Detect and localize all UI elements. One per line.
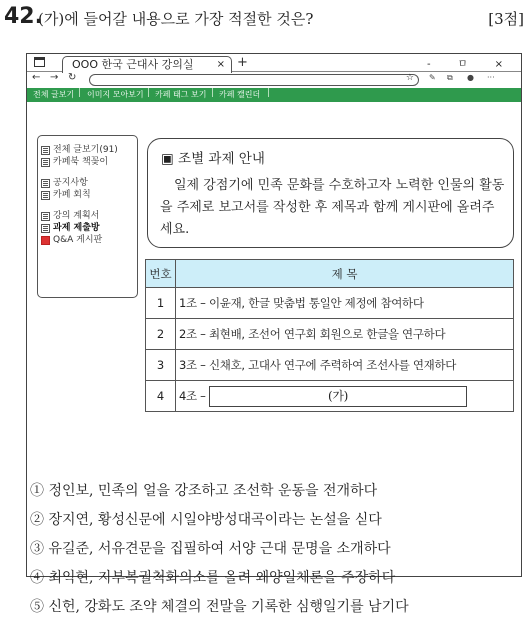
- profile-icon[interactable]: ●: [467, 73, 474, 82]
- row-title[interactable]: 3조 – 신채호, 고대사 연구에 주력하여 조선사를 연재하다: [176, 350, 514, 381]
- qa-icon: [41, 236, 50, 245]
- back-icon[interactable]: ←: [32, 72, 41, 83]
- tab-close-icon[interactable]: ×: [216, 59, 225, 70]
- window-icon: [34, 57, 45, 67]
- sidebar-item-all-posts[interactable]: [38, 144, 137, 156]
- row-number: 1: [146, 288, 176, 319]
- question-text: (가)에 들어갈 내용으로 가장 적절한 것은?: [38, 10, 314, 28]
- row-title[interactable]: 2조 – 최현배, 조선어 연구회 회원으로 한글을 연구하다: [176, 319, 514, 350]
- list-icon: [41, 191, 50, 200]
- cafe-sidebar: [37, 135, 138, 298]
- forward-icon[interactable]: →: [50, 72, 59, 83]
- row-title[interactable]: 1조 – 이윤재, 한글 맞춤법 통일안 제정에 참여하다: [176, 288, 514, 319]
- notice-body: 일제 강점기에 민족 문화를 수호하고자 노력한 인물의 활동을 주제로 보고서를 작성한 후 제목과 함께 게시판에 올려주세요.: [160, 178, 505, 237]
- list-icon: [41, 146, 50, 155]
- choice-3[interactable]: ③ 유길준, 서유견문을 집필하여 서양 근대 문명을 소개하다: [30, 541, 391, 557]
- table-row[interactable]: [146, 319, 514, 350]
- sidebar-item-qa[interactable]: [38, 234, 137, 246]
- sidebar-item-notice[interactable]: [38, 177, 137, 189]
- browser-tab[interactable]: [62, 56, 232, 73]
- menu-cafe-tags[interactable]: 카페 태그 보기: [155, 90, 207, 99]
- sidebar-item-label: 전체 글보기(91): [53, 145, 118, 155]
- sidebar-item-label: 공지사항: [53, 178, 88, 188]
- answer-blank: (가): [209, 386, 467, 407]
- menu-cafe-calendar[interactable]: 카페 캘린더: [219, 90, 261, 99]
- row-number: 4: [146, 381, 176, 412]
- menu-separator: |: [267, 88, 271, 98]
- sidebar-item-label: Q&A 게시판: [53, 235, 103, 245]
- question-points: [3점]: [488, 10, 524, 28]
- tab-title: OOO 한국 근대사 강의실: [72, 58, 194, 71]
- menu-image-gallery[interactable]: 이미지 모아보기: [87, 90, 144, 99]
- address-input[interactable]: [89, 74, 419, 86]
- new-tab-icon[interactable]: +: [237, 55, 248, 70]
- row-number: 3: [146, 350, 176, 381]
- menu-separator: |: [211, 88, 215, 98]
- list-icon: [41, 158, 50, 167]
- question-header: [4, 4, 524, 34]
- choice-2[interactable]: ② 장지연, 황성신문에 시일야방성대곡이라는 논설을 싣다: [30, 512, 382, 528]
- reload-icon[interactable]: ↻: [68, 72, 77, 83]
- sidebar-item-syllabus[interactable]: [38, 210, 137, 222]
- sidebar-item-label: 과제 제출방: [53, 223, 100, 233]
- window-controls[interactable]: - ㅁ ×: [426, 59, 515, 70]
- choice-5[interactable]: ⑤ 신헌, 강화도 조약 체결의 전말을 기록한 심행일기를 남기다: [30, 599, 409, 615]
- sidebar-item-assignments[interactable]: [38, 222, 137, 234]
- table-row[interactable]: [146, 381, 514, 412]
- sidebar-item-bookshelf[interactable]: [38, 156, 137, 168]
- choice-4[interactable]: ④ 최익현, 지부복궐척화의소를 올려 왜양일체론을 주장하다: [30, 570, 396, 586]
- sidebar-item-rules[interactable]: [38, 189, 137, 201]
- column-header-number: 번호: [146, 260, 176, 288]
- title-bar: [27, 54, 521, 72]
- column-header-title: 제 목: [176, 260, 514, 288]
- collections-icon[interactable]: ⧉: [447, 73, 453, 82]
- table-header-row: [146, 260, 514, 288]
- answer-choices: [30, 477, 520, 622]
- table-row[interactable]: [146, 288, 514, 319]
- post-table: [145, 259, 514, 412]
- assignment-notice: [147, 138, 514, 248]
- sidebar-item-label: 카페북 책꽂이: [53, 157, 109, 167]
- menu-all-posts[interactable]: 전체 글보기: [33, 90, 75, 99]
- cafe-menu-bar: [27, 88, 521, 102]
- row-number: 2: [146, 319, 176, 350]
- choice-1[interactable]: ① 정인보, 민족의 얼을 강조하고 조선학 운동을 전개하다: [30, 483, 378, 499]
- more-icon[interactable]: ···: [487, 73, 495, 82]
- notice-title: ▣ 조별 과제 안내: [161, 151, 265, 167]
- menu-separator: |: [147, 88, 151, 98]
- list-icon: [41, 212, 50, 221]
- sidebar-item-label: 카페 회칙: [53, 190, 91, 200]
- row-title-prefix: 4조 –: [179, 388, 206, 403]
- row-title: [176, 381, 514, 412]
- reading-list-icon[interactable]: ✎: [429, 73, 436, 82]
- list-icon: [41, 224, 50, 233]
- bookmark-star-icon[interactable]: ☆: [405, 73, 414, 83]
- table-row[interactable]: [146, 350, 514, 381]
- menu-separator: |: [78, 88, 82, 98]
- question-number: 42.: [4, 4, 43, 29]
- sidebar-item-label: 강의 계획서: [53, 211, 100, 221]
- address-bar-row: [27, 72, 521, 88]
- list-icon: [41, 179, 50, 188]
